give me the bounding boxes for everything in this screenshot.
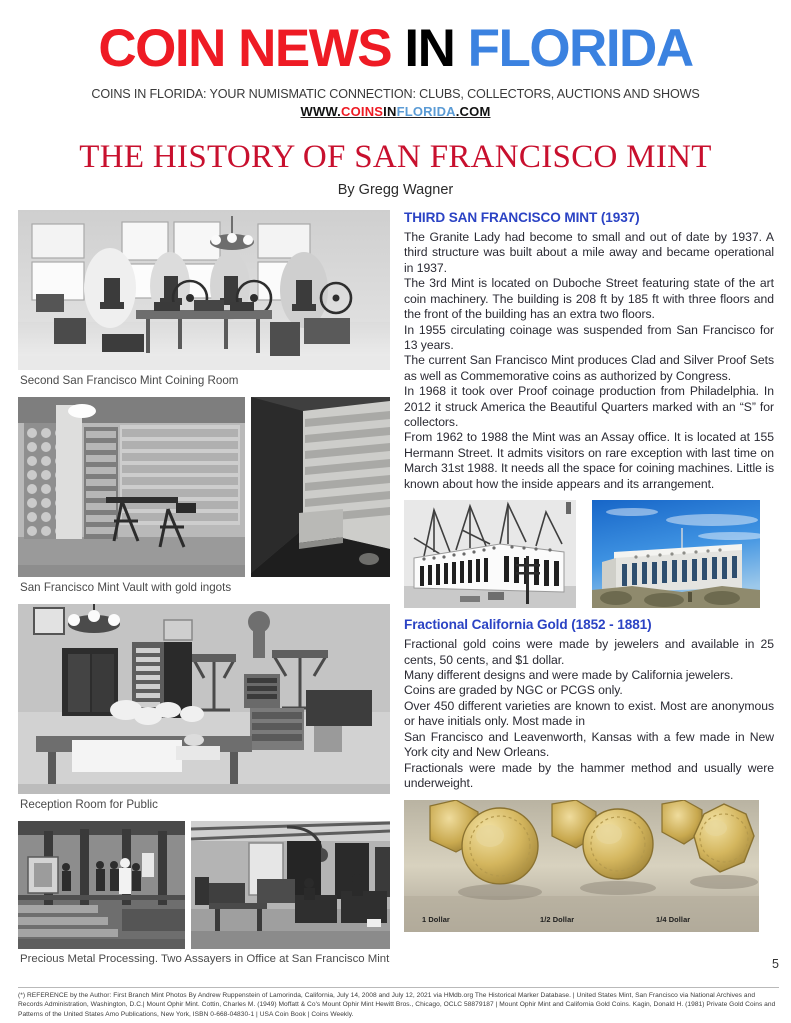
photo-reception-room-image — [18, 604, 390, 794]
paragraph-fractional-1: Fractional gold coins were made by jewelers and available in 25 cents, 50 cents, and $1 dollar. — [404, 637, 774, 667]
photo-two-assayers-office — [191, 821, 390, 949]
paragraph-third-mint-2: The 3rd Mint is located on Duboche Street featuring state of the art coin machinery. The building is 208 ft by 185 ft with three floors and the front of the building has an extra two floors. — [404, 276, 774, 322]
masthead — [0, 0, 791, 119]
caption-second-mint-coining-room: Second San Francisco Mint Coining Room — [20, 374, 239, 387]
caption-precious-metal-processing-assayers: Precious Metal Processing. Two Assayers in Office at San Francisco Mint — [20, 952, 390, 965]
caption-reception-room-public: Reception Room for Public — [20, 797, 158, 811]
photo-reception-room-public — [18, 604, 390, 794]
paragraph-third-mint-4: The current San Francisco Mint produces Clad and Silver Proof Sets as well as Commemorative coins as authorized by Congress. — [404, 353, 774, 383]
section-heading-third-mint: THIRD SAN FRANCISCO MINT (1937) — [404, 210, 640, 225]
paragraph-fractional-4: Over 450 different varieties are known to exist. Most are anonymous or have initials only. Most made in — [404, 698, 774, 729]
url-coins: COINS — [341, 104, 384, 119]
photo-precious-metal-processing — [18, 821, 185, 949]
article-byline: By Gregg Wagner — [337, 182, 454, 198]
publication-title-in: IN — [404, 19, 468, 78]
publication-url[interactable] — [0, 104, 791, 119]
building-photo-row — [404, 500, 774, 608]
url-com: .COM — [455, 104, 491, 119]
coin-label-half-dollar: 1/2 Dollar — [540, 915, 575, 925]
publication-title-florida: FLORIDA — [467, 19, 693, 78]
photo-fractional-gold-coins — [404, 800, 759, 932]
photo-fractional-gold-coins-image — [404, 800, 759, 932]
publication-tagline: COINS IN FLORIDA: YOUR NUMISMATIC CONNECTION: CLUBS, COLLECTORS, AUCTIONS AND SHOWS — [91, 87, 700, 101]
photo-row-assayers — [18, 821, 390, 949]
url-www: WWW. — [300, 104, 341, 119]
publication-title-coin-news: COIN NEWS — [98, 19, 405, 78]
paragraph-third-mint-5: In 1968 it took over Proof coinage production from Philadelphia. In 2012 it struck America the Beautiful Quarters marked with an “S” for collectors. — [404, 384, 774, 430]
paragraph-third-mint-1: The Granite Lady had become to small and out of date by 1937. A third structure was built about a mile away and became operational in 1937. — [404, 229, 774, 275]
photo-third-mint-under-construction — [404, 500, 576, 608]
paragraph-fractional-2: Many different designs and were made by California jewelers. — [404, 667, 734, 682]
photo-third-mint-modern-view — [592, 500, 760, 608]
coin-label-one-dollar: 1 Dollar — [422, 915, 450, 925]
photo-third-mint-modern-image — [592, 500, 760, 608]
photo-second-mint-coining-room-image — [18, 210, 390, 370]
footer — [18, 987, 779, 1019]
url-in: IN — [383, 104, 397, 119]
paragraph-fractional-5: San Francisco and Leavenworth, Kansas with a few made in New York city and New Orleans. — [404, 729, 774, 760]
paragraph-third-mint-6: From 1962 to 1988 the Mint was an Assay office. It is located at 155 Hermann Street. It admits visitors on rare exception with last time on March 31st 1988. It needs all the space for coining machines. Little is known about how the inside appears and its arrangement. — [404, 430, 774, 491]
section-heading-fractional-gold: Fractional California Gold (1852 - 1881) — [404, 617, 652, 633]
article-title: THE HISTORY OF SAN FRANCISCO MINT — [79, 139, 712, 175]
paragraph-third-mint-3: In 1955 circulating coinage was suspended from San Francisco for 13 years. — [404, 322, 774, 352]
caption-mint-vault-gold-ingots: San Francisco Mint Vault with gold ingots — [20, 580, 232, 594]
publication-title — [0, 19, 791, 78]
photo-row-vault — [18, 397, 390, 577]
photo-mint-vault-left-image — [18, 397, 245, 577]
coin-label-quarter-dollar: 1/4 Dollar — [656, 915, 691, 925]
photo-second-mint-coining-room — [18, 210, 390, 370]
footer-reference-text: (*) REFERENCE by the Author: First Branch Mint Photos By Andrew Ruppenstein of Lamorinda, California, July 14, 2008 and July 12, 2021 via HMdb.org The Historical Marker Database. | United States Mint, San Francisco via National Archives and Records Administration, Washington, D.C.| Mount Ophir Mint. Cottin, Charles M. (1949) Moffatt & Co's Mount Ophir Mint Hewitt Bros., Chicago, OCLC 58879187 | Mount Ophir Mint and California Gold Coins. Kagin, Donald H. (1981) Private Gold Coins and Patterns of the United States Amo Publications, New York, ISBN 0-668-04830-1 | USA Coin Book | Coins Weekly. — [18, 991, 776, 1018]
photo-two-assayers-office-image — [191, 821, 390, 949]
right-column — [404, 210, 774, 932]
paragraph-fractional-3: Coins are graded by NGC or PCGS only. — [404, 683, 623, 698]
photo-precious-metal-processing-image — [18, 821, 185, 949]
article-body — [0, 210, 791, 975]
paragraph-fractional-6: Fractionals were made by the hammer method and usually were underweight. — [404, 760, 774, 790]
photo-third-mint-construction-image — [404, 500, 576, 608]
left-column — [18, 210, 390, 975]
photo-mint-vault-gold-ingots-right — [251, 397, 390, 577]
photo-mint-vault-right-image — [251, 397, 390, 577]
page-number: 5 — [772, 957, 779, 971]
photo-mint-vault-gold-ingots — [18, 397, 245, 577]
url-florida: FLORIDA — [396, 104, 456, 119]
